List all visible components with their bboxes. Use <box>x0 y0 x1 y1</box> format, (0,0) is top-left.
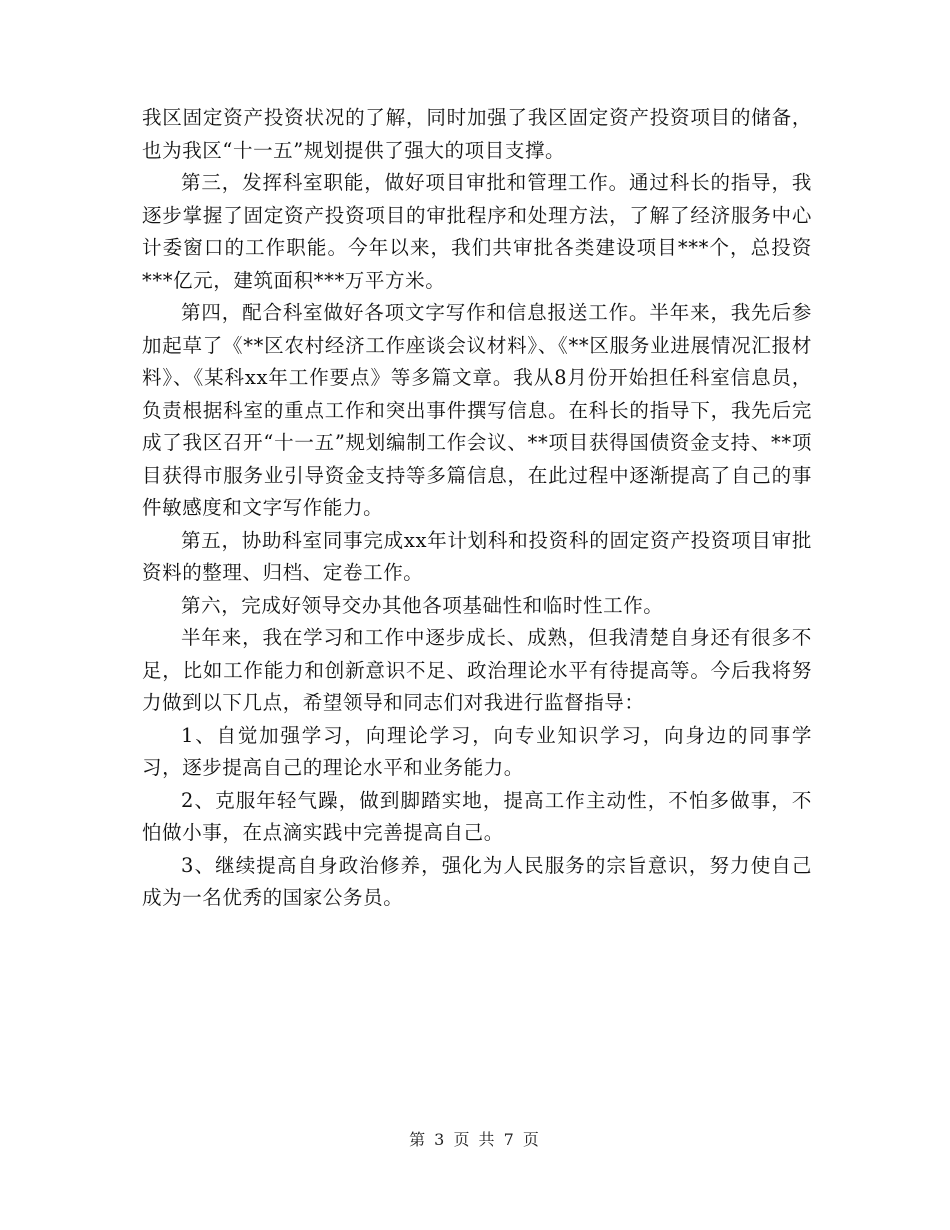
paragraph-3: 第四，配合科室做好各项文字写作和信息报送工作。半年来，我先后参加起草了《**区农村经济工作座谈会议材料》、《**区服务业进展情况汇报材料》、《某科xx年工作要点》等多篇文章。我从8月份开始担任科室信息员，负责根据科室的重点工作和突出事件撰写信息。在科长的指导下，我先后完成了我区召开“十一五”规划编制工作会议、**项目获得国债资金支持、**项目获得市服务业引导资金支持等多篇信息，在此过程中逐渐提高了自己的事件敏感度和文字写作能力。 <box>142 301 812 519</box>
paragraph-7: 1、自觉加强学习，向理论学习，向专业知识学习，向身边的同事学习，逐步提高自己的理论水平和业务能力。 <box>142 723 812 779</box>
paragraph-8: 2、克服年轻气躁，做到脚踏实地，提高工作主动性，不怕多做事，不怕做小事，在点滴实践中完善提高自己。 <box>142 788 812 844</box>
paragraph-1: 我区固定资产投资状况的了解，同时加强了我区固定资产投资项目的储备，也为我区“十一五”规划提供了强大的项目支撑。 <box>142 106 812 162</box>
page-footer <box>0 1127 950 1150</box>
paragraph-9: 3、继续提高自身政治修养，强化为人民服务的宗旨意识，努力使自己成为一名优秀的国家公务员。 <box>142 853 812 909</box>
paragraph-6: 半年来，我在学习和工作中逐步成长、成熟，但我清楚自身还有很多不足，比如工作能力和创新意识不足、政治理论水平有待提高等。今后我将努力做到以下几点，希望领导和同志们对我进行监督指导： <box>142 626 812 714</box>
paragraph-4: 第五，协助科室同事完成xx年计划科和投资科的固定资产投资项目审批资料的整理、归档、定卷工作。 <box>142 528 812 584</box>
paragraph-5: 第六，完成好领导交办其他各项基础性和临时性工作。 <box>181 593 664 617</box>
document-body <box>142 102 812 915</box>
page-number-label: 第 3 页 共 7 页 <box>409 1130 541 1149</box>
paragraph-2: 第三，发挥科室职能，做好项目审批和管理工作。通过科长的指导，我逐步掌握了固定资产投资项目的审批程序和处理方法，了解了经济服务中心计委窗口的工作职能。今年以来，我们共审批各类建设项目***个，总投资***亿元，建筑面积***万平方米。 <box>142 171 812 292</box>
